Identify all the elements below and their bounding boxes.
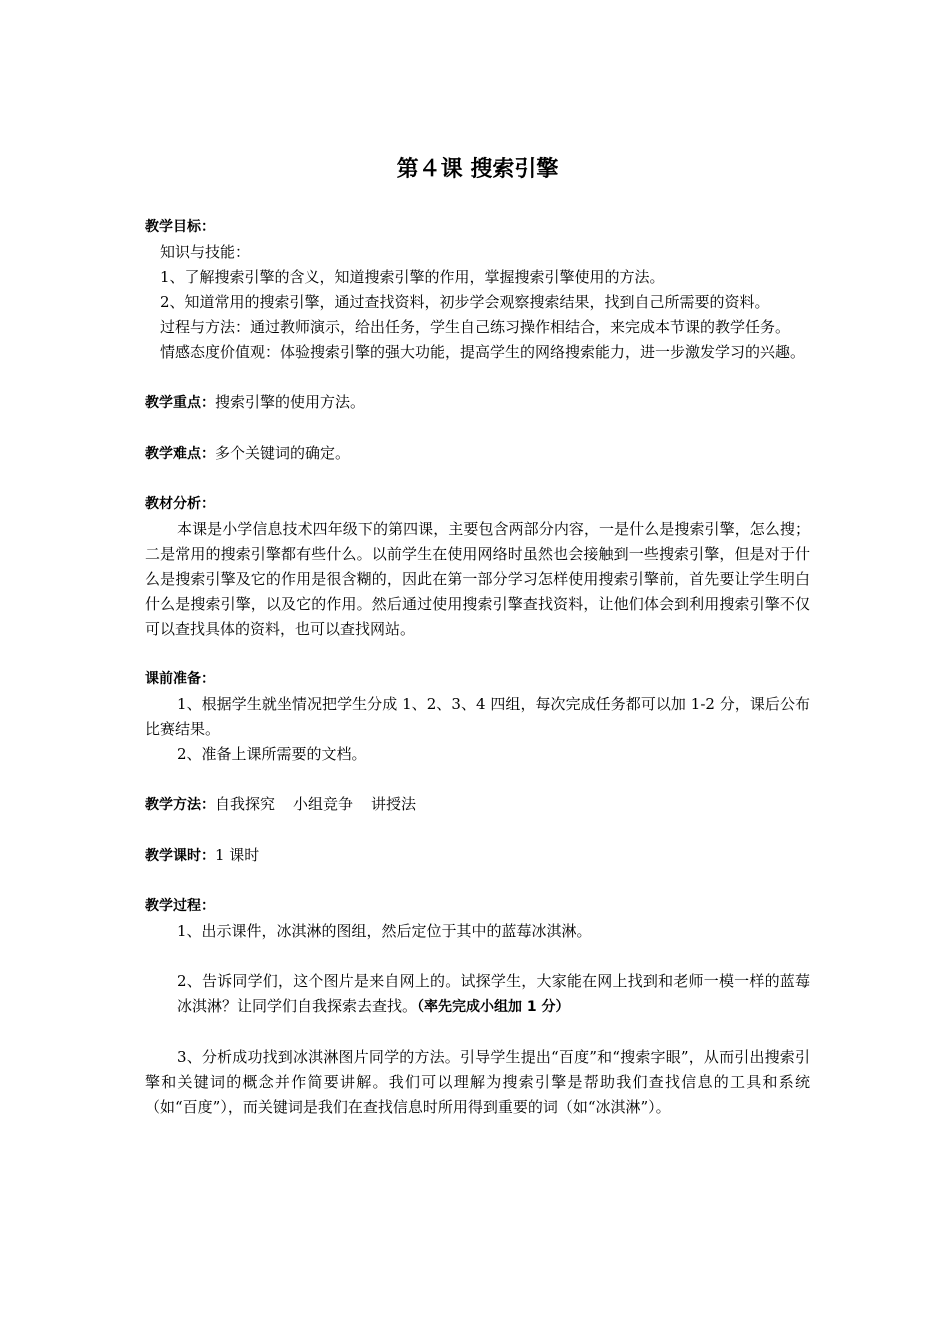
objectives-line: 知识与技能：: [160, 243, 251, 261]
objectives-line: 过程与方法：通过教师演示，给出任务，学生自己练习操作相结合，来完成本节课的教学任务。: [160, 318, 791, 336]
difficulty-heading: 教学难点：: [145, 446, 215, 462]
document-page: [145, 150, 810, 1120]
method-section: [145, 792, 810, 818]
objectives-line: 情感态度价值观：体验搜索引擎的强大功能，提高学生的网络搜索能力，进一步激发学习的兴趣。: [160, 343, 806, 361]
method-item: 自我探究: [215, 795, 276, 813]
document-title: 第４课 搜索引擎: [396, 157, 559, 182]
preparation-item: 1、根据学生就坐情况把学生分成 1、2、3、4 四组，每次完成任务都可以加 1-2 分，课后公布比赛结果。: [145, 695, 810, 738]
hours-text: 1 课时: [215, 846, 260, 864]
difficulty-text: 多个关键词的确定。: [215, 444, 351, 462]
objectives-line: 2、知道常用的搜索引擎，通过查找资料，初步学会观察搜索结果，找到自己所需要的资料。: [160, 293, 770, 311]
analysis-text: 本课是小学信息技术四年级下的第四课，主要包含两部分内容，一是什么是搜索引擎，怎么搜；二是常用的搜索引擎都有些什么。以前学生在使用网络时虽然也会接触到一些搜索引擎，但是对于什么是搜索引擎及它的作用是很含糊的，因此在第一部分学习怎样使用搜索引擎前，首先要让学生明白什么是搜索引擎，以及它的作用。然后通过使用搜索引擎查找资料，让他们体会到利用搜索引擎不仅可以查找具体的资料，也可以查找网站。: [145, 520, 810, 638]
method-item: 小组竞争: [293, 795, 354, 813]
hours-section: [145, 843, 810, 869]
analysis-heading: 教材分析：: [145, 496, 215, 512]
key-point-heading: 教学重点：: [145, 395, 215, 411]
process-step-2: [145, 969, 810, 1020]
method-heading: 教学方法：: [145, 797, 215, 813]
process-step-2-text: 2、告诉同学们，这个图片是来自网上的。试探学生，大家能在网上找到和老师一模一样的蓝莓冰淇淋？让同学们自我探索去查找。: [177, 972, 810, 1015]
key-point-section: [145, 390, 810, 416]
process-step-3: 3、分析成功找到冰淇淋图片同学的方法。引导学生提出“百度”和“搜索字眼”，从而引出搜索引擎和关键词的概念并作简要讲解。我们可以理解为搜索引擎是帮助我们查找信息的工具和系统（如“百度”），而关键词是我们在查找信息时所用得到重要的词（如“冰淇淋”）。: [145, 1048, 810, 1116]
key-point-text: 搜索引擎的使用方法。: [215, 393, 366, 411]
method-item: 讲授法: [371, 795, 417, 813]
objectives-line: 1、了解搜索引擎的含义，知道搜索引擎的作用，掌握搜索引擎使用的方法。: [160, 268, 665, 286]
hours-heading: 教学课时：: [145, 848, 215, 864]
difficulty-section: [145, 441, 810, 467]
preparation-item: 2、准备上课所需要的文档。: [177, 745, 367, 763]
process-step-1: 1、出示课件，冰淇淋的图组，然后定位于其中的蓝莓冰淇淋。: [177, 922, 592, 940]
objectives-heading: 教学目标：: [145, 219, 215, 235]
process-step-2-bonus: （率先完成小组加 1 分）: [417, 999, 570, 1015]
preparation-heading: 课前准备：: [145, 671, 215, 687]
process-heading: 教学过程：: [145, 898, 215, 914]
